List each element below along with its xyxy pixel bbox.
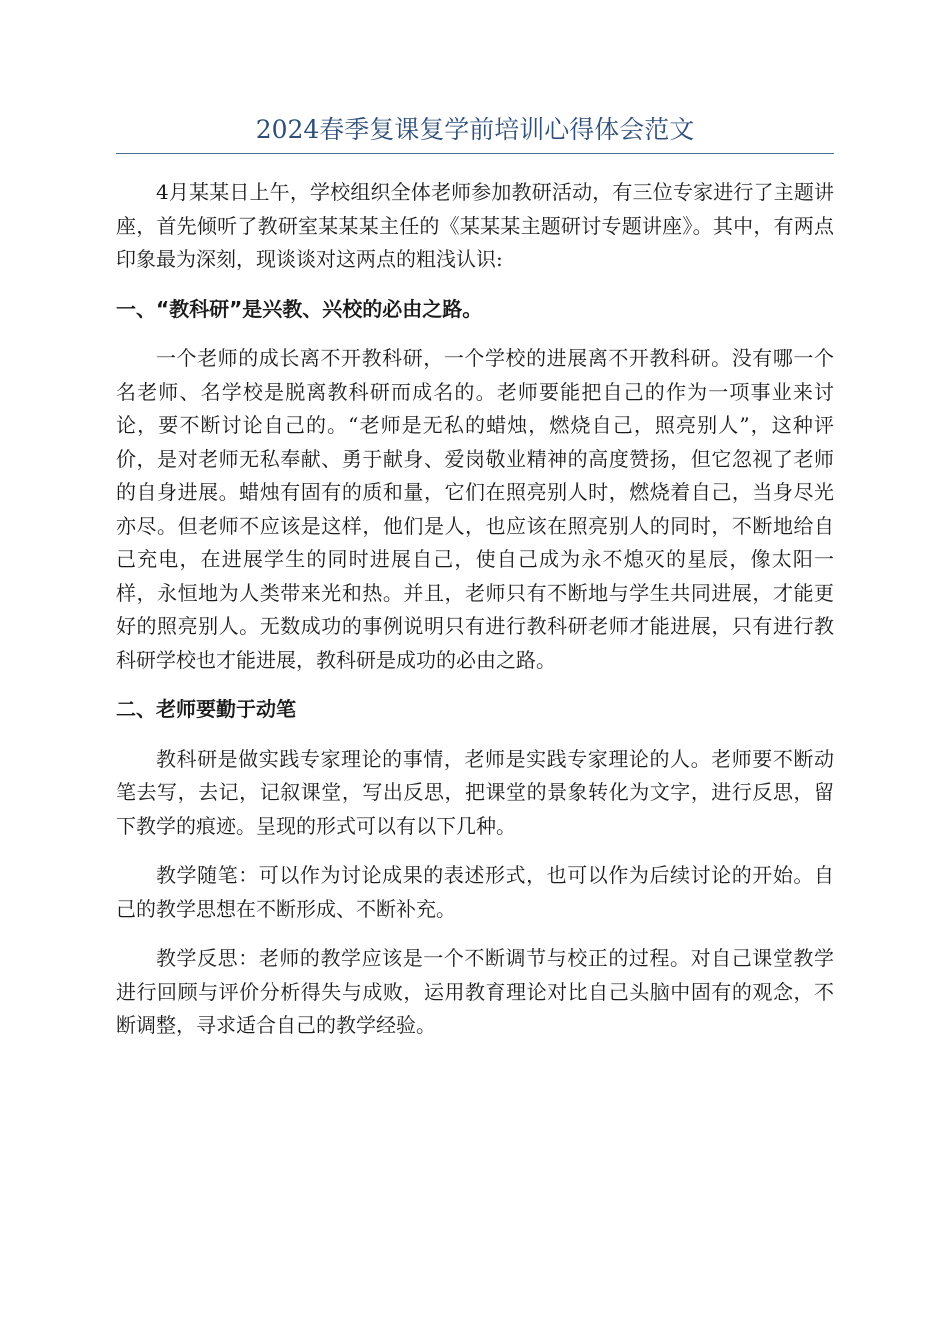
document-page [116, 112, 834, 1043]
teaching-reflection-paragraph: 教学反思：老师的教学应该是一个不断调节与校正的过程。对自己课堂教学进行回顾与评价分析得失与成败，运用教育理论对比自己头脑中固有的观念，不断调整，寻求适合自己的教学经验。 [116, 946, 834, 1037]
section-heading-2: 二、老师要勤于动笔 [116, 697, 296, 721]
section-1-paragraph: 一个老师的成长离不开教科研，一个学校的进展离不开教科研。没有哪一个名老师、名学校是脱离教科研而成名的。老师要能把自己的作为一项事业来讨论，要不断讨论自己的。“老师是无私的蜡烛，燃烧自己，照亮别人”，这种评价，是对老师无私奉献、勇于献身、爱岗敬业精神的高度赞扬，但它忽视了老师的自身进展。蜡烛有固有的质和量，它们在照亮别人时，燃烧着自己，当身尽光亦尽。但老师不应该是这样，他们是人，也应该在照亮别人的同时，不断地给自己充电，在进展学生的同时进展自己，使自己成为永不熄灭的星辰，像太阳一样，永恒地为人类带来光和热。并且，老师只有不断地与学生共同进展，才能更好的照亮别人。无数成功的事例说明只有进行教科研老师才能进展，只有进行教科研学校也才能进展，教科研是成功的必由之路。 [116, 346, 834, 672]
section-heading-1: 一、“教科研”是兴教、兴校的必由之路。 [116, 296, 483, 321]
document-title: 2024春季复课复学前培训心得体会范文 [116, 112, 834, 154]
section-2-paragraph: 教科研是做实践专家理论的事情，老师是实践专家理论的人。老师要不断动笔去写，去记，记叙课堂，写出反思，把课堂的景象转化为文字，进行反思，留下教学的痕迹。呈现的形式可以有以下几种。 [116, 746, 834, 838]
intro-paragraph: 4月某某日上午，学校组织全体老师参加教研活动，有三位专家进行了主题讲座，首先倾听了教研室某某某主任的《某某某主题研讨专题讲座》。其中，有两点印象最为深刻，现谈谈对这两点的粗浅认识: [116, 180, 834, 271]
teaching-essay-paragraph: 教学随笔：可以作为讨论成果的表述形式，也可以作为后续讨论的开始。自己的教学思想在不断形成、不断补充。 [116, 863, 834, 921]
